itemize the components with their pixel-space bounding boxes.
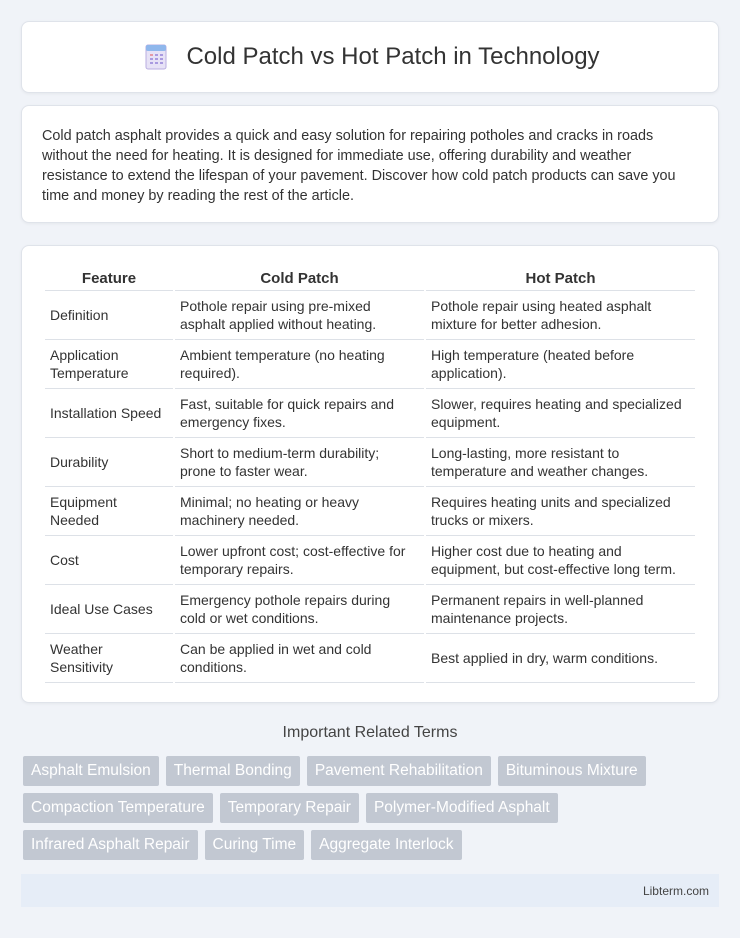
table-row (45, 487, 695, 536)
related-term-tag[interactable]: Infrared Asphalt Repair (23, 830, 198, 860)
cold-patch-cell: Lower upfront cost; cost-effective for temporary repairs. (175, 536, 424, 585)
title-wrap (140, 41, 599, 73)
feature-cell: Installation Speed (45, 389, 173, 438)
related-term-tag[interactable]: Curing Time (205, 830, 305, 860)
feature-cell: Definition (45, 291, 173, 340)
feature-cell: Ideal Use Cases (45, 585, 173, 634)
hot-patch-cell: Slower, requires heating and specialized equipment. (426, 389, 695, 438)
hot-patch-cell: Long-lasting, more resistant to temperature and weather changes. (426, 438, 695, 487)
table-header-row (45, 266, 695, 291)
table-row (45, 438, 695, 487)
related-terms-title: Important Related Terms (282, 724, 458, 741)
cold-patch-cell: Minimal; no heating or heavy machinery needed. (175, 487, 424, 536)
feature-cell: Cost (45, 536, 173, 585)
footer-site-link[interactable]: Libterm.com (642, 883, 709, 898)
document-icon (140, 41, 172, 73)
hot-patch-cell: High temperature (heated before application). (426, 340, 695, 389)
hot-patch-cell: Permanent repairs in well-planned maintenance projects. (426, 585, 695, 634)
related-term-tag[interactable]: Polymer-Modified Asphalt (366, 793, 558, 823)
related-term-tag[interactable]: Temporary Repair (220, 793, 359, 823)
related-terms-list (23, 756, 723, 860)
cold-patch-cell: Short to medium-term durability; prone to faster wear. (175, 438, 424, 487)
feature-cell: Weather Sensitivity (45, 634, 173, 683)
hot-patch-cell: Pothole repair using heated asphalt mixture for better adhesion. (426, 291, 695, 340)
hot-patch-cell: Higher cost due to heating and equipment, but cost-effective long term. (426, 536, 695, 585)
header-cold-patch: Cold Patch (175, 266, 424, 291)
cold-patch-cell: Can be applied in wet and cold conditions. (175, 634, 424, 683)
table-row (45, 634, 695, 683)
table-row (45, 291, 695, 340)
header-card (21, 21, 719, 93)
header-hot-patch: Hot Patch (426, 266, 695, 291)
table-row (45, 585, 695, 634)
intro-text: Cold patch asphalt provides a quick and easy solution for repairing potholes and cracks in roads without the need for heating. It is designed for immediate use, offering durability and weather resistance to extend the lifespan of your pavement. Discover how cold patch products can save you time and money by reading the rest of the article. (42, 128, 676, 204)
related-term-tag[interactable]: Asphalt Emulsion (23, 756, 159, 786)
table-row (45, 536, 695, 585)
feature-cell: Equipment Needed (45, 487, 173, 536)
cold-patch-cell: Pothole repair using pre-mixed asphalt applied without heating. (175, 291, 424, 340)
hot-patch-cell: Best applied in dry, warm conditions. (426, 634, 695, 683)
comparison-table-card (21, 245, 719, 703)
cold-patch-cell: Fast, suitable for quick repairs and emergency fixes. (175, 389, 424, 438)
header-feature: Feature (45, 266, 173, 291)
feature-cell: Durability (45, 438, 173, 487)
page-title: Cold Patch vs Hot Patch in Technology (186, 43, 600, 70)
hot-patch-cell: Requires heating units and specialized trucks or mixers. (426, 487, 695, 536)
feature-cell: Application Temperature (45, 340, 173, 389)
footer (21, 874, 719, 907)
cold-patch-cell: Ambient temperature (no heating required). (175, 340, 424, 389)
table-row (45, 389, 695, 438)
cold-patch-cell: Emergency pothole repairs during cold or wet conditions. (175, 585, 424, 634)
comparison-table (43, 266, 697, 683)
related-term-tag[interactable]: Pavement Rehabilitation (307, 756, 491, 786)
intro-card (21, 105, 719, 223)
table-row (45, 340, 695, 389)
related-term-tag[interactable]: Compaction Temperature (23, 793, 213, 823)
related-term-tag[interactable]: Aggregate Interlock (311, 830, 461, 860)
related-term-tag[interactable]: Bituminous Mixture (498, 756, 646, 786)
related-term-tag[interactable]: Thermal Bonding (166, 756, 300, 786)
